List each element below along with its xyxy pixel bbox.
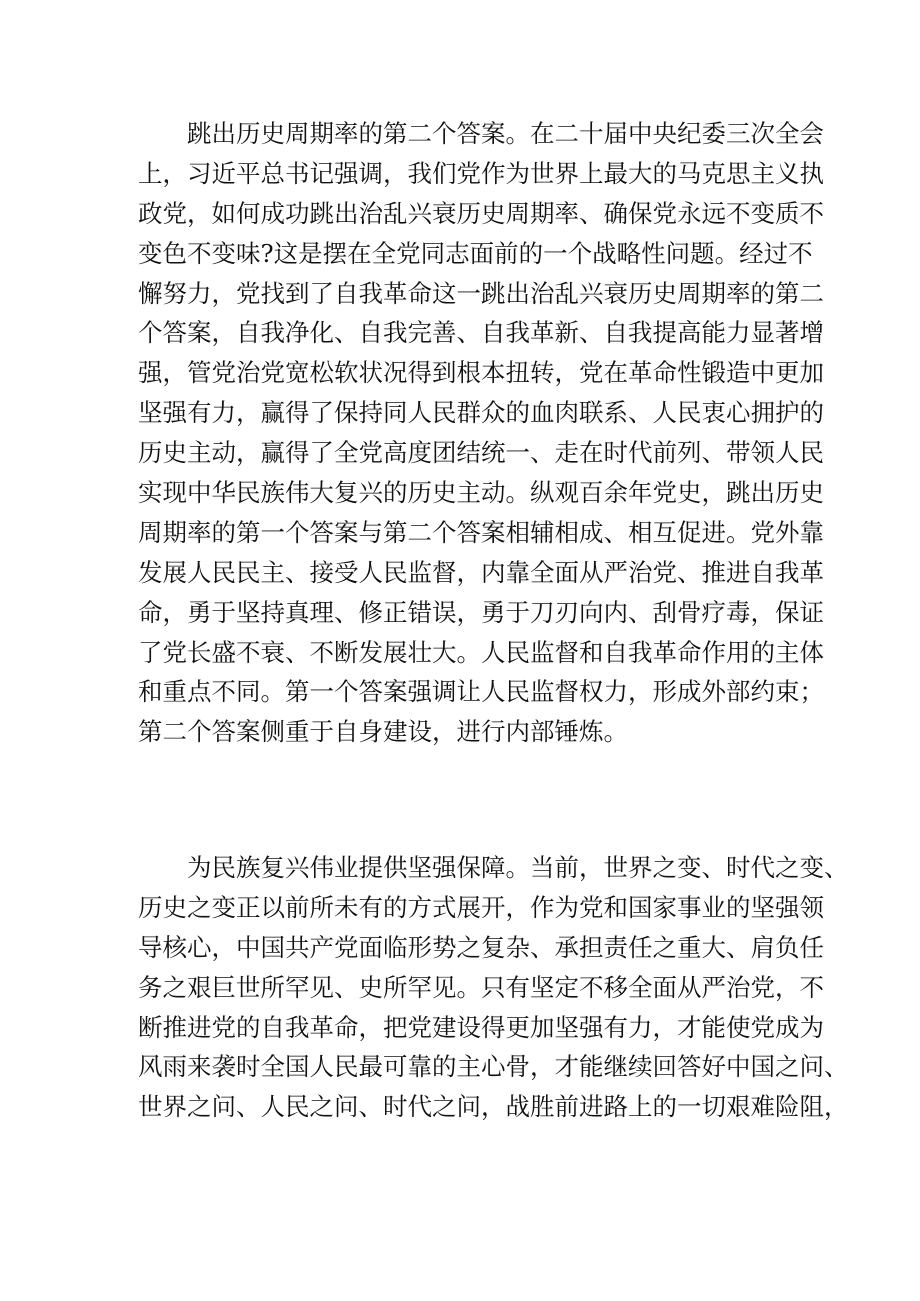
text-line: 世界之问、人民之问、时代之问，战胜前进路上的一切艰难险阻， — [138, 1092, 849, 1122]
text-line: 命，勇于坚持真理、修正错误，勇于刀刃向内、刮骨疗毒，保证 — [138, 597, 824, 627]
text-line: 第二个答案侧重于自身建设，进行内部锤炼。 — [138, 717, 628, 747]
text-line: 强，管党治党宽松软状况得到根本扭转，党在革命性锻造中更加 — [138, 358, 824, 388]
text-line: 风雨来袭时全国人民最可靠的主心骨，才能继续回答好中国之问、 — [138, 1052, 849, 1082]
text-line: 和重点不同。第一个答案强调让人民监督权力，形成外部约束； — [138, 677, 824, 707]
text-line: 务之艰巨世所罕见、史所罕见。只有坚定不移全面从严治党，不 — [138, 972, 824, 1002]
text-line: 上，习近平总书记强调，我们党作为世界上最大的马克思主义执 — [138, 158, 824, 188]
text-line: 历史之变正以前所未有的方式展开，作为党和国家事业的坚强领 — [138, 892, 824, 922]
text-line: 坚强有力，赢得了保持同人民群众的血肉联系、人民衷心拥护的 — [138, 398, 824, 428]
text-line: 发展人民民主、接受人民监督，内靠全面从严治党、推进自我革 — [138, 557, 824, 587]
text-line: 实现中华民族伟大复兴的历史主动。纵观百余年党史，跳出历史 — [138, 478, 824, 508]
text-line: 历史主动，赢得了全党高度团结统一、走在时代前列、带领人民 — [138, 438, 824, 468]
paragraph-self-revolution-answer — [138, 114, 824, 752]
text-line: 断推进党的自我革命，把党建设得更加坚强有力，才能使党成为 — [138, 1012, 824, 1042]
text-line: 政党，如何成功跳出治乱兴衰历史周期率、确保党永远不变质不 — [138, 198, 824, 228]
text-line: 跳出历史周期率的第二个答案。在二十届中央纪委三次全会 — [187, 119, 824, 148]
text-line: 为民族复兴伟业提供坚强保障。当前，世界之变、时代之变、 — [187, 853, 849, 882]
text-line: 变色不变味?这是摆在全党同志面前的一个战略性问题。经过不 — [138, 238, 813, 268]
text-line: 懈努力，党找到了自我革命这一跳出治乱兴衰历史周期率的第二 — [138, 278, 824, 308]
text-line: 周期率的第一个答案与第二个答案相辅相成、相互促进。党外靠 — [138, 517, 824, 547]
text-line: 个答案，自我净化、自我完善、自我革新、自我提高能力显著增 — [138, 318, 824, 348]
text-line: 了党长盛不衰、不断发展壮大。人民监督和自我革命作用的主体 — [138, 637, 824, 667]
text-line: 导核心，中国共产党面临形势之复杂、承担责任之重大、肩负任 — [138, 932, 824, 962]
paragraph-national-rejuvenation — [138, 848, 849, 1127]
